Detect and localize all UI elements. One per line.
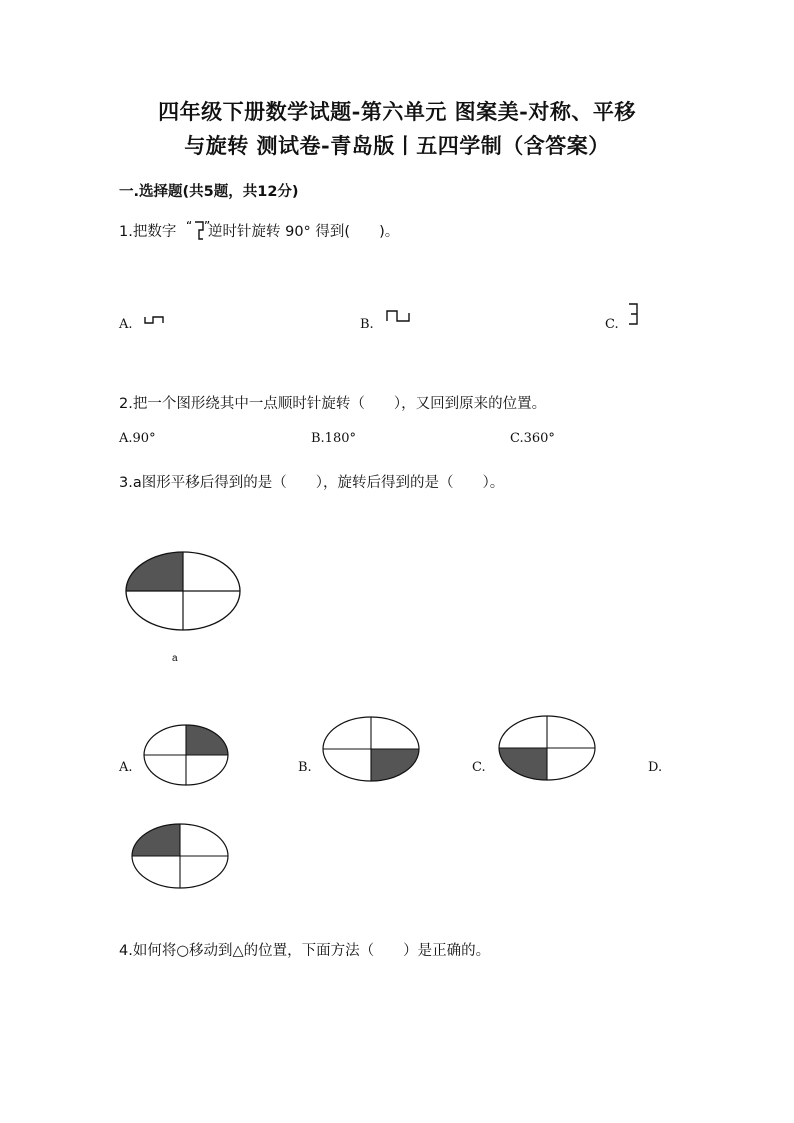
page-title-line-1: 四年级下册数学试题-第六单元 图案美-对称、平移 xyxy=(158,99,636,124)
q1-option-a-label: A. xyxy=(119,317,133,332)
q2-option-c: C.360° xyxy=(510,431,555,446)
q1-option-a-figure xyxy=(143,313,165,327)
q3-option-b-label: B. xyxy=(298,760,312,775)
q3-option-c-label: C. xyxy=(472,760,486,775)
q1-option-c-figure xyxy=(625,302,641,328)
q3-option-a-label: A. xyxy=(119,760,133,775)
figure-a-ellipse xyxy=(125,550,243,632)
q1-option-b-figure xyxy=(385,309,413,325)
question-1-text-after: 逆时针旋转 90° 得到( )。 xyxy=(208,224,400,240)
q2-option-b: B.180° xyxy=(311,431,356,446)
section-heading: 一.选择题(共5题，共12分) xyxy=(119,184,299,200)
q3-option-c-shaded-quadrant xyxy=(498,748,547,784)
q3-option-c-figure xyxy=(498,714,598,784)
q3-option-b-shaded-quadrant xyxy=(371,749,422,785)
q3-option-b-figure xyxy=(322,715,422,785)
page-title-line-2: 与旋转 测试卷-青岛版丨五四学制（含答案） xyxy=(184,133,610,158)
question-4-text: 4.如何将○移动到△的位置，下面方法（ ）是正确的。 xyxy=(119,943,491,959)
q2-option-a: A.90° xyxy=(119,431,156,446)
q3-option-d-figure xyxy=(131,822,231,890)
close-quote-mark: ” xyxy=(204,219,211,233)
question-2-text: 2.把一个图形绕其中一点顺时针旋转（ ），又回到原来的位置。 xyxy=(119,396,547,412)
question-3-text: 3.a图形平移后得到的是（ ），旋转后得到的是（ ）。 xyxy=(119,475,505,491)
q1-option-c-label: C. xyxy=(605,317,619,332)
q3-option-a-figure xyxy=(143,723,231,787)
q3-option-d-shaded-quadrant xyxy=(131,822,180,856)
q3-option-a-shaded-quadrant xyxy=(186,723,231,755)
question-1-text-before: 1.把数字 xyxy=(119,224,177,240)
q3-option-d-label: D. xyxy=(648,760,663,775)
digit-2-shape xyxy=(195,222,203,239)
figure-a-label: a xyxy=(172,653,178,664)
open-quote-mark: “ xyxy=(186,219,193,233)
q1-option-b-label: B. xyxy=(360,317,374,332)
